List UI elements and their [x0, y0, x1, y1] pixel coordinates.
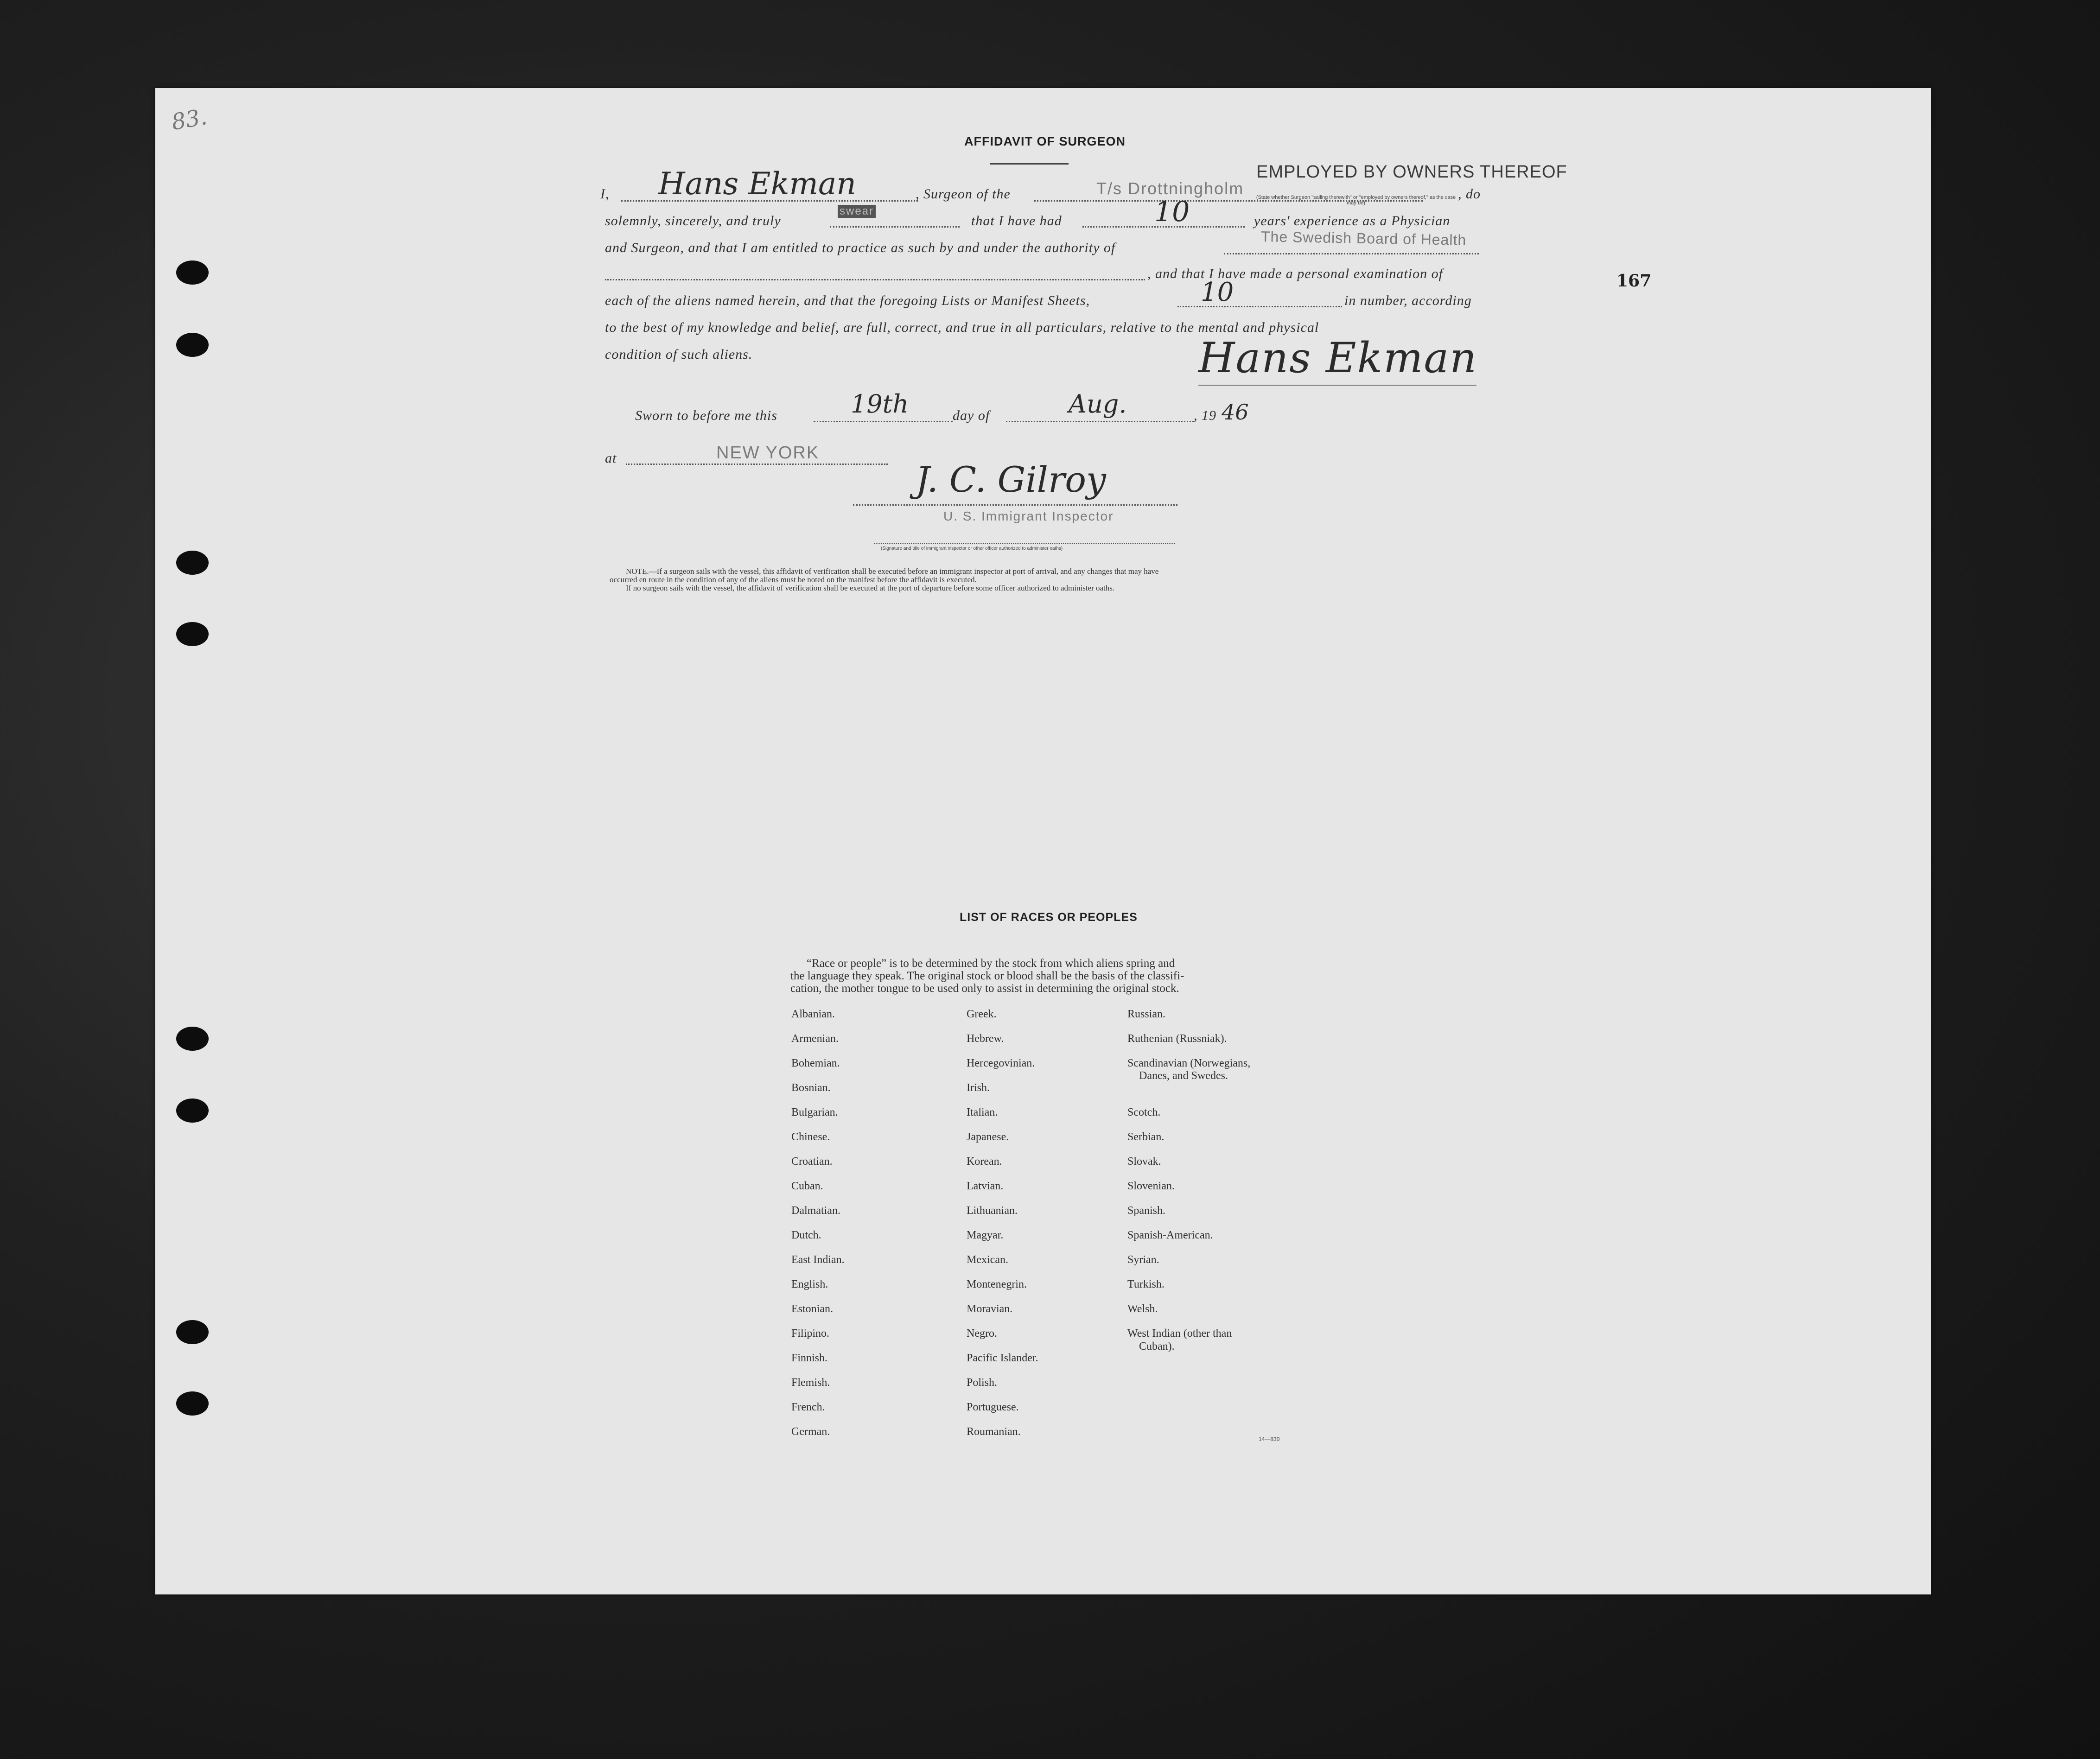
sworn-prefix: Sworn to before me this	[635, 408, 777, 423]
race-item: Irish.	[967, 1082, 990, 1094]
race-item: Scotch.	[1127, 1106, 1161, 1118]
race-item: French.	[791, 1401, 825, 1413]
binder-hole	[176, 1027, 209, 1051]
races-intro	[790, 957, 1184, 995]
binder-hole	[176, 1099, 209, 1123]
page-number: 167	[1616, 271, 1652, 291]
race-item: Spanish-American.	[1127, 1229, 1213, 1241]
line2-prefix: solemnly, sincerely, and truly	[605, 213, 781, 229]
race-item: Korean.	[967, 1156, 1002, 1168]
binder-hole	[176, 622, 209, 646]
race-item: Hebrew.	[967, 1033, 1004, 1045]
binder-hole	[176, 333, 209, 357]
years-experience-label: years' experience as a Physician	[1254, 213, 1451, 229]
race-item: Danes, and Swedes.	[1139, 1070, 1228, 1082]
day-field-line	[814, 421, 953, 422]
intro-line-3: cation, the mother tongue to be used only to assist in determining the original stock.	[790, 982, 1179, 995]
signature-line	[1198, 385, 1476, 386]
line5-prefix: each of the aliens named herein, and that the foregoing Lists or Manifest Sheets,	[605, 293, 1090, 308]
race-item: Japanese.	[967, 1131, 1009, 1143]
race-item: Negro.	[967, 1327, 997, 1340]
race-item: Welsh.	[1127, 1303, 1158, 1315]
race-item: Croatian.	[791, 1156, 833, 1168]
race-item: Mexican.	[967, 1254, 1008, 1266]
in-number-label: in number, according	[1344, 293, 1472, 308]
binder-hole	[176, 1320, 209, 1344]
binder-hole	[176, 551, 209, 575]
race-item: Bosnian.	[791, 1082, 831, 1094]
sheets-handwritten: 10	[1201, 277, 1234, 307]
binder-hole	[176, 1391, 209, 1416]
place-stamp: NEW YORK	[716, 443, 820, 463]
month-field-line	[1006, 421, 1194, 422]
line3-text: and Surgeon, and that I am entitled to practice as such by and under the authority of	[605, 240, 1116, 255]
line7-text: condition of such aliens.	[605, 347, 753, 362]
races-title: LIST OF RACES OR PEOPLES	[960, 911, 1138, 924]
authority-stamp: The Swedish Board of Health	[1260, 228, 1467, 248]
race-item: German.	[791, 1426, 830, 1438]
form-code: 14—830	[1259, 1436, 1280, 1442]
race-item: Serbian.	[1127, 1131, 1165, 1143]
years-handwritten: 10	[1154, 196, 1190, 228]
inspector-title-stamp: U. S. Immigrant Inspector	[943, 509, 1114, 523]
race-item: Dalmatian.	[791, 1205, 840, 1217]
race-item: Dutch.	[791, 1229, 821, 1241]
race-item: Syrian.	[1127, 1254, 1159, 1266]
do-label: , do	[1458, 186, 1481, 202]
race-item: Hercegovinian.	[967, 1057, 1035, 1069]
race-item: Finnish.	[791, 1352, 828, 1364]
line1-prefix: I,	[600, 186, 610, 202]
race-item: Cuban.	[791, 1180, 823, 1192]
authority-continuation-line	[605, 279, 1145, 280]
race-item: Flemish.	[791, 1377, 830, 1389]
day-of-label: day of	[953, 408, 990, 423]
surgeon-signature: Hans Ekman	[1198, 334, 1478, 382]
day-handwritten: 19th	[851, 389, 909, 419]
affidavit-title: AFFIDAVIT OF SURGEON	[964, 134, 1126, 148]
race-item: Roumanian.	[967, 1426, 1021, 1438]
swear-stamp: swear	[838, 205, 876, 218]
race-item: Italian.	[967, 1106, 998, 1118]
race-item: Pacific Islander.	[967, 1352, 1038, 1364]
swear-field-line	[830, 226, 960, 228]
vessel-stamp: T/s Drottningholm	[1096, 179, 1244, 198]
month-handwritten: Aug.	[1069, 389, 1127, 419]
race-item: Magyar.	[967, 1229, 1004, 1241]
year-handwritten: 46	[1222, 400, 1249, 425]
employed-stamp: EMPLOYED BY OWNERS THEREOF	[1256, 162, 1567, 182]
inspector-signature-line	[853, 504, 1177, 506]
race-item: Polish.	[967, 1377, 998, 1389]
race-item: English.	[791, 1278, 828, 1290]
race-item: Turkish.	[1127, 1278, 1165, 1290]
race-item: Filipino.	[791, 1327, 830, 1340]
race-item: Chinese.	[791, 1131, 830, 1143]
note-line-3: If no surgeon sails with the vessel, the affidavit of verification shall be executed at the port of departure before some officer authorized to administer oaths.	[626, 584, 1115, 592]
race-item: Russian.	[1127, 1008, 1166, 1020]
race-item: Spanish.	[1127, 1205, 1166, 1217]
inspector-caption: (Signature and title of immigrant inspector or other officer authorized to administer oaths)	[881, 546, 1063, 551]
note-line-1: NOTE.—If a surgeon sails with the vessel, this affidavit of verification shall be executed before an immigrant inspector at port of arrival, and any changes that may have	[626, 567, 1159, 576]
title-rule	[990, 163, 1069, 165]
race-item: Montenegrin.	[967, 1278, 1027, 1290]
race-item: Greek.	[967, 1008, 997, 1020]
place-field-line	[626, 464, 888, 465]
race-item: Slovenian.	[1127, 1180, 1175, 1192]
that-i-have-had-label: that I have had	[971, 213, 1062, 229]
race-item: East Indian.	[791, 1254, 845, 1266]
race-item: Moravian.	[967, 1303, 1013, 1315]
race-item: West Indian (other than	[1127, 1327, 1232, 1340]
race-item: Scandinavian (Norwegians,	[1127, 1057, 1251, 1069]
note-line-2: occurred en route in the condition of any of the aliens must be noted on the manifest before the affidavit is executed.	[610, 575, 977, 584]
small-instruction-note: (State whether Surgeon "sailing therewith" or "employed by owners thereof," as the case may be)	[1256, 195, 1456, 206]
line6-text: to the best of my knowledge and belief, are full, correct, and true in all particulars, relative to the mental and physical	[605, 320, 1319, 335]
race-item: Armenian.	[791, 1033, 839, 1045]
year-prefix: , 19	[1194, 408, 1216, 423]
inspector-signature: J. C. Gilroy	[916, 459, 1106, 500]
surgeon-name-handwritten: Hans Ekman	[658, 166, 856, 202]
race-item: Latvian.	[967, 1180, 1004, 1192]
document-page	[155, 88, 1931, 1594]
surgeon-of-label: , Surgeon of the	[916, 186, 1011, 202]
race-item: Slovak.	[1127, 1156, 1161, 1168]
race-item: Bulgarian.	[791, 1106, 838, 1118]
race-item: Portuguese.	[967, 1401, 1019, 1413]
binder-hole	[176, 260, 209, 285]
race-item: Lithuanian.	[967, 1205, 1018, 1217]
authority-field-line	[1224, 253, 1479, 254]
race-item: Estonian.	[791, 1303, 833, 1315]
inspector-title-line	[874, 543, 1175, 544]
line4-text: , and that I have made a personal examination of	[1147, 266, 1443, 281]
race-item: Bohemian.	[791, 1057, 840, 1069]
intro-line-2: the language they speak. The original stock or blood shall be the basis of the classifi-	[790, 970, 1184, 982]
race-item: Cuban).	[1139, 1340, 1175, 1353]
race-item: Ruthenian (Russniak).	[1127, 1033, 1227, 1045]
at-label: at	[605, 451, 617, 466]
intro-line-1: “Race or people” is to be determined by the stock from which aliens spring and	[807, 957, 1175, 970]
race-item: Albanian.	[791, 1008, 835, 1020]
margin-mark: 83.	[169, 103, 209, 136]
